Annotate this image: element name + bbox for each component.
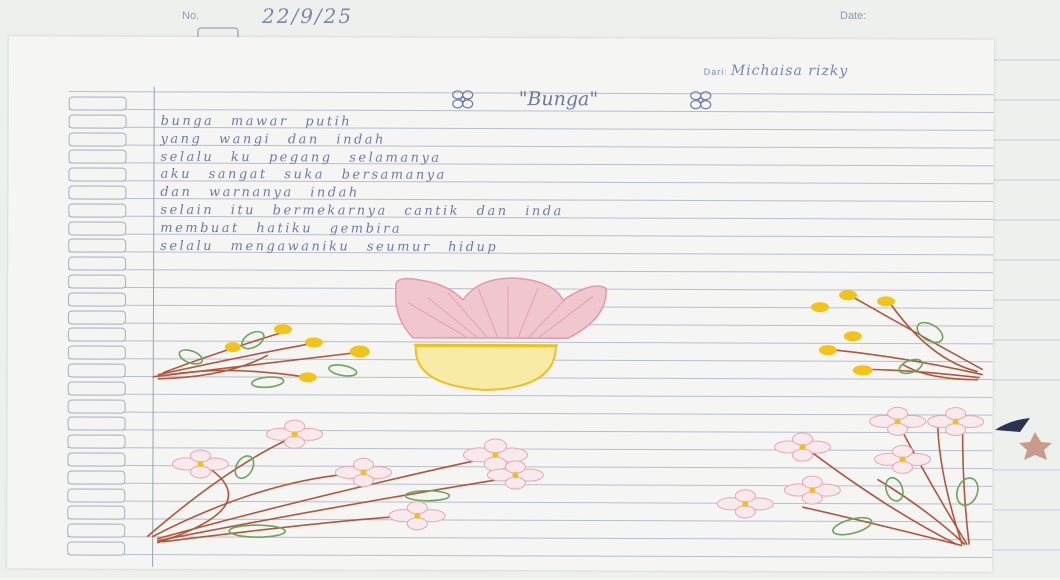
notebook-page bbox=[7, 36, 994, 571]
poem-line: bunga mawar putih bbox=[161, 113, 941, 134]
poem-line: selain itu bermekarnya cantik dan inda bbox=[160, 202, 940, 223]
poem-line: yang wangi dan indah bbox=[161, 131, 941, 152]
author-prefix: Dari: bbox=[704, 67, 728, 77]
poem-line: dan warnanya indah bbox=[160, 184, 940, 205]
pink-blossom-branch-left bbox=[147, 420, 543, 544]
no-value: 22/9/25 bbox=[262, 4, 353, 28]
flower-cup-drawing bbox=[395, 278, 606, 391]
poem-line: aku sangat suka bersamanya bbox=[160, 166, 940, 187]
star-sticker-icon bbox=[995, 418, 1052, 460]
no-label: No. bbox=[182, 10, 199, 22]
date-label: Date: bbox=[840, 10, 866, 22]
pink-blossom-branch-right bbox=[717, 407, 983, 546]
poem-title: "Bunga" bbox=[519, 88, 598, 110]
poem-line: selalu mengawaniku seumur hidup bbox=[160, 237, 940, 258]
poem-line: membuat hatiku gembira bbox=[160, 220, 940, 241]
poem-line: selalu ku pegang selamanya bbox=[160, 148, 940, 169]
flower-drawings bbox=[7, 36, 994, 571]
yellow-berry-branch-right bbox=[811, 290, 983, 380]
author-name: Michaisa rizky bbox=[731, 63, 848, 79]
yellow-berry-branch-left bbox=[153, 324, 370, 389]
